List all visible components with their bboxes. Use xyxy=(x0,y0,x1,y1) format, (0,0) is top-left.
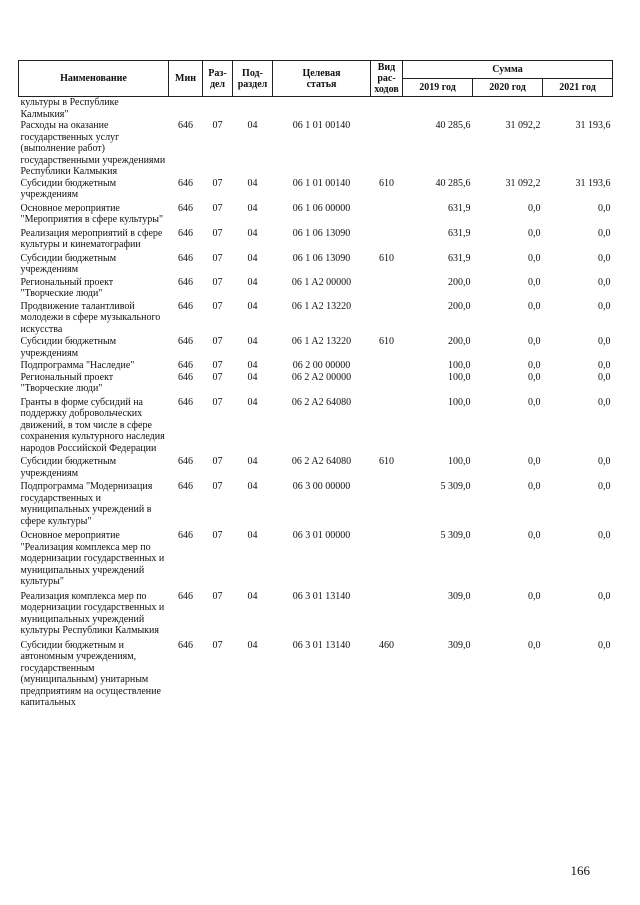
row-sum-2021: 0,0 xyxy=(598,639,611,651)
row-sum-2021: 0,0 xyxy=(598,360,611,371)
row-razdel: 07 xyxy=(212,336,223,347)
row-sum-2020: 0,0 xyxy=(528,530,541,541)
row-podrazdel: 04 xyxy=(247,590,258,602)
row-sum-2019: 200,0 xyxy=(448,336,471,347)
row-sum-2020: 0,0 xyxy=(528,252,541,264)
row-target-article: 06 1 06 13090 xyxy=(292,227,351,239)
row-target-article xyxy=(273,97,371,121)
row-sum-2020: 0,0 xyxy=(528,300,541,312)
row-podrazdel xyxy=(233,97,273,121)
row-razdel: 07 xyxy=(212,202,223,214)
row-target-article: 06 2 00 00000 xyxy=(292,360,351,371)
row-sum-2021: 0,0 xyxy=(598,396,611,408)
row-name: Гранты в форме субсидий на поддержку добровольческих движений, в том числе в сфере сохранения культурного наследия народов Российской Федерации xyxy=(20,396,165,454)
row-sum-2021: 0,0 xyxy=(598,481,611,492)
row-min: 646 xyxy=(178,177,193,189)
row-sum-2021: 31 193,6 xyxy=(575,120,611,131)
row-expense-type xyxy=(371,527,403,588)
row-podrazdel: 04 xyxy=(247,336,258,347)
row-sum-2020: 0,0 xyxy=(528,590,541,602)
table-row xyxy=(19,637,613,709)
row-razdel: 07 xyxy=(212,590,223,602)
row-name: Субсидии бюджетным учреждениям xyxy=(20,336,117,359)
table-row xyxy=(19,335,613,359)
row-sum-2020: 0,0 xyxy=(528,456,541,467)
row-min: 646 xyxy=(178,227,193,239)
row-podrazdel: 04 xyxy=(247,530,258,541)
row-sum-2021: 0,0 xyxy=(598,202,611,214)
row-expense-type xyxy=(371,97,403,121)
row-min: 646 xyxy=(178,276,193,288)
row-sum-2020: 0,0 xyxy=(528,202,541,214)
row-name: Региональный проект "Творческие люди" xyxy=(20,276,114,299)
row-sum-2021: 0,0 xyxy=(598,336,611,347)
table-row xyxy=(19,201,613,226)
row-target-article: 06 2 A2 00000 xyxy=(291,371,352,383)
row-expense-type xyxy=(371,276,403,300)
row-podrazdel: 04 xyxy=(247,360,258,371)
table-row xyxy=(19,372,613,395)
row-min: 646 xyxy=(178,300,193,312)
row-expense-type xyxy=(371,372,403,395)
row-expense-type xyxy=(371,479,403,527)
row-sum-2021: 0,0 xyxy=(598,456,611,467)
row-target-article: 06 1 01 00140 xyxy=(292,120,351,131)
row-razdel: 07 xyxy=(212,120,223,131)
header-razdel: Раз- дел xyxy=(203,61,233,97)
row-expense-type xyxy=(371,395,403,455)
row-min: 646 xyxy=(178,336,193,347)
row-target-article: 06 3 00 00000 xyxy=(292,481,351,492)
row-sum-2021: 0,0 xyxy=(598,227,611,239)
row-name: Продвижение талантливой молодежи в сфере музыкального искусства xyxy=(20,300,161,335)
row-name: Подпрограмма "Наследие" xyxy=(20,360,135,371)
row-min: 646 xyxy=(178,456,193,467)
row-podrazdel: 04 xyxy=(247,371,258,383)
row-target-article: 06 1 A2 13220 xyxy=(291,336,352,347)
table-row xyxy=(19,226,613,251)
row-expense-type xyxy=(371,120,403,178)
row-name: Субсидии бюджетным учреждениям xyxy=(20,177,117,200)
header-sum: Сумма xyxy=(403,61,613,79)
row-sum-2019: 309,0 xyxy=(448,639,471,651)
row-sum-2021: 0,0 xyxy=(598,371,611,383)
row-sum-2020: 31 092,2 xyxy=(505,177,541,189)
row-sum-2020 xyxy=(473,97,543,121)
row-expense-type xyxy=(371,226,403,251)
row-expense-type: 610 xyxy=(379,177,394,189)
table-row xyxy=(19,359,613,372)
row-min: 646 xyxy=(178,590,193,602)
row-min: 646 xyxy=(178,252,193,264)
row-sum-2021: 0,0 xyxy=(598,530,611,541)
row-podrazdel: 04 xyxy=(247,120,258,131)
row-target-article: 06 1 06 00000 xyxy=(292,202,351,214)
row-min: 646 xyxy=(178,360,193,371)
row-podrazdel: 04 xyxy=(247,396,258,408)
row-razdel: 07 xyxy=(212,456,223,467)
row-target-article: 06 3 01 13140 xyxy=(292,639,351,651)
row-sum-2020: 0,0 xyxy=(528,360,541,371)
row-sum-2019: 631,9 xyxy=(448,252,471,264)
table-row xyxy=(19,97,613,121)
row-target-article: 06 1 01 00140 xyxy=(292,177,351,189)
row-sum-2019: 200,0 xyxy=(448,276,471,288)
row-target-article: 06 1 A2 13220 xyxy=(291,300,352,312)
table-row xyxy=(19,300,613,336)
row-min: 646 xyxy=(178,371,193,383)
row-target-article: 06 2 A2 64080 xyxy=(291,396,352,408)
row-razdel: 07 xyxy=(212,371,223,383)
table-row xyxy=(19,479,613,527)
row-razdel: 07 xyxy=(212,252,223,264)
row-sum-2020: 0,0 xyxy=(528,227,541,239)
header-year-2019: 2019 год xyxy=(403,79,473,97)
row-name: Расходы на оказание государственных услуг (выполнение работ) государственными учреждениями Республики Калмыкия xyxy=(20,120,166,177)
row-sum-2019: 100,0 xyxy=(448,360,471,371)
row-podrazdel: 04 xyxy=(247,639,258,651)
row-razdel: 07 xyxy=(212,530,223,541)
row-name: Основное мероприятие "Мероприятия в сфере культуры" xyxy=(20,202,164,225)
row-sum-2019: 631,9 xyxy=(448,227,471,239)
row-podrazdel: 04 xyxy=(247,456,258,467)
page-number: 166 xyxy=(570,863,590,878)
row-sum-2020: 0,0 xyxy=(528,396,541,408)
row-name: Субсидии бюджетным учреждениям xyxy=(20,252,117,275)
row-razdel: 07 xyxy=(212,639,223,651)
row-sum-2019: 100,0 xyxy=(448,371,471,383)
row-sum-2019: 309,0 xyxy=(448,590,471,602)
row-expense-type xyxy=(371,201,403,226)
row-podrazdel: 04 xyxy=(247,252,258,264)
row-razdel: 07 xyxy=(212,396,223,408)
row-sum-2020: 0,0 xyxy=(528,639,541,651)
row-sum-2021: 0,0 xyxy=(598,276,611,288)
row-expense-type: 610 xyxy=(379,252,394,264)
row-name: Основное мероприятие "Реализация комплекса мер по модернизации государственных и муниципальных учреждений культуры" xyxy=(20,530,165,587)
row-expense-type: 610 xyxy=(379,336,394,347)
row-podrazdel: 04 xyxy=(247,276,258,288)
header-expense-type: Вид рас- ходов xyxy=(371,61,403,97)
row-podrazdel: 04 xyxy=(247,481,258,492)
row-name: Субсидии бюджетным и автономным учреждениям, государственным (муниципальным) унитарным предприятиям на осуществление капитальных xyxy=(20,639,161,708)
row-min: 646 xyxy=(178,396,193,408)
row-sum-2020: 31 092,2 xyxy=(505,120,541,131)
row-expense-type xyxy=(371,359,403,372)
table-row xyxy=(19,120,613,178)
row-sum-2019: 40 285,6 xyxy=(435,120,471,131)
row-name: культуры в Республике Калмыкия" xyxy=(20,97,119,120)
row-sum-2019: 200,0 xyxy=(448,300,471,312)
budget-table xyxy=(18,60,613,709)
row-name: Подпрограмма "Модернизация государственных и муниципальных учреждений в сфере культуры" xyxy=(20,481,153,527)
row-sum-2020: 0,0 xyxy=(528,336,541,347)
table-row xyxy=(19,588,613,637)
row-min: 646 xyxy=(178,639,193,651)
row-sum-2019: 5 309,0 xyxy=(440,530,471,541)
row-min xyxy=(169,97,203,121)
row-name: Реализация мероприятий в сфере культуры и кинематографии xyxy=(20,227,163,250)
row-target-article: 06 3 01 13140 xyxy=(292,590,351,602)
header-min: Мин xyxy=(169,61,203,97)
row-target-article: 06 1 A2 00000 xyxy=(291,276,352,288)
table-body xyxy=(19,97,613,709)
row-razdel: 07 xyxy=(212,360,223,371)
table-row xyxy=(19,251,613,276)
row-expense-type: 610 xyxy=(379,456,394,467)
table-row xyxy=(19,527,613,588)
row-sum-2021: 0,0 xyxy=(598,300,611,312)
row-min: 646 xyxy=(178,202,193,214)
row-razdel: 07 xyxy=(212,177,223,189)
table-row xyxy=(19,395,613,455)
row-expense-type xyxy=(371,588,403,637)
row-razdel: 07 xyxy=(212,276,223,288)
row-target-article: 06 3 01 00000 xyxy=(292,530,351,541)
row-target-article: 06 2 A2 64080 xyxy=(291,456,352,467)
row-min: 646 xyxy=(178,120,193,131)
table-row xyxy=(19,454,613,479)
table-row xyxy=(19,178,613,201)
row-razdel: 07 xyxy=(212,300,223,312)
row-sum-2020: 0,0 xyxy=(528,276,541,288)
row-razdel: 07 xyxy=(212,227,223,239)
row-sum-2021 xyxy=(543,97,613,121)
row-sum-2019: 100,0 xyxy=(448,456,471,467)
header-year-2021: 2021 год xyxy=(543,79,613,97)
row-sum-2019: 100,0 xyxy=(448,396,471,408)
row-sum-2021: 0,0 xyxy=(598,590,611,602)
row-min: 646 xyxy=(178,530,193,541)
header-name: Наименование xyxy=(19,61,169,97)
header-target-article: Целевая статья xyxy=(273,61,371,97)
row-expense-type: 460 xyxy=(379,639,394,651)
row-podrazdel: 04 xyxy=(247,300,258,312)
row-podrazdel: 04 xyxy=(247,177,258,189)
header-podrazdel: Под- раздел xyxy=(233,61,273,97)
row-sum-2021: 31 193,6 xyxy=(575,177,611,189)
row-target-article: 06 1 06 13090 xyxy=(292,252,351,264)
row-podrazdel: 04 xyxy=(247,227,258,239)
row-podrazdel: 04 xyxy=(247,202,258,214)
row-razdel: 07 xyxy=(212,481,223,492)
row-min: 646 xyxy=(178,481,193,492)
row-sum-2019 xyxy=(403,97,473,121)
row-name: Региональный проект "Творческие люди" xyxy=(20,371,114,394)
row-sum-2019: 40 285,6 xyxy=(435,177,471,189)
row-name: Реализация комплекса мер по модернизации государственных и муниципальных учреждений культуры Республики Калмыкия xyxy=(20,590,165,636)
row-razdel xyxy=(203,97,233,121)
row-name: Субсидии бюджетным учреждениям xyxy=(20,456,117,479)
row-sum-2020: 0,0 xyxy=(528,371,541,383)
row-sum-2019: 631,9 xyxy=(448,202,471,214)
row-sum-2020: 0,0 xyxy=(528,481,541,492)
header-year-2020: 2020 год xyxy=(473,79,543,97)
row-sum-2021: 0,0 xyxy=(598,252,611,264)
table-row xyxy=(19,276,613,300)
row-expense-type xyxy=(371,300,403,336)
row-sum-2019: 5 309,0 xyxy=(440,481,471,492)
